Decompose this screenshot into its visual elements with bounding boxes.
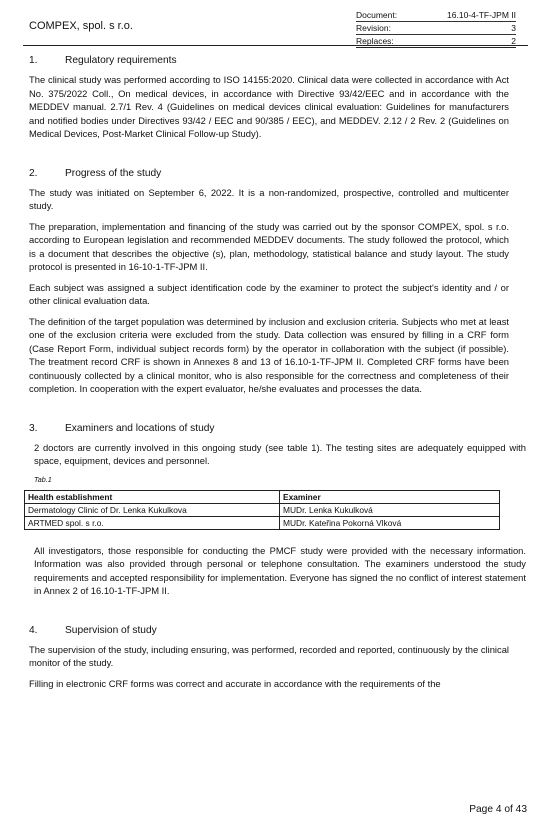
table-row [25, 503, 500, 516]
paragraph: The supervision of the study, including ensuring, was performed, recorded and reported, continuously by the clinical monitor of the study. [29, 643, 509, 668]
indented-block [29, 544, 526, 598]
table-row [25, 516, 500, 529]
examiners-table [24, 490, 500, 530]
section-heading-progress: 2. Progress of the study [29, 167, 162, 179]
header-meta-row [356, 35, 516, 48]
paragraph: The clinical study was performed according to ISO 14155:2020. Clinical data were collected in accordance with Act No. 375/2022 Coll., On medical devices, in accordance with Directive 93/42/EEC and in accordance with the MEDDEV manual. 2.7/1 Rev. 4 (Guidelines on medical devices clinical evaluation: Guidelines for manufacturers and notified bodies under Directives 93/42 / EEC and 90/385 / EEC), and MEDDEV. 2.12 / 2 Rev. 2 (Guidelines on Medical Devices, Post-Market Clinical Follow-up Study). [29, 74, 509, 139]
table-cell: MUDr. Lenka Kukulková [280, 503, 500, 516]
section-heading-supervision: 4. Supervision of study [29, 624, 157, 636]
document-body [28, 55, 526, 697]
table-header-row [25, 490, 500, 503]
header-meta-table [356, 9, 516, 48]
section-heading-regulatory: 1. Regulatory requirements [29, 55, 177, 66]
table-caption: Tab.1 [34, 474, 52, 484]
paragraph: 2 doctors are currently involved in this ongoing study (see table 1). The testing sites are adequately equipped with space, equipment, devices and personnel. [34, 441, 526, 466]
section-heading-examiners: 3. Examiners and locations of study [29, 422, 215, 434]
meta-value: 2 [511, 36, 516, 46]
table-cell: Dermatology Clinic of Dr. Lenka Kukulkova [25, 503, 280, 516]
meta-label: Document: [356, 10, 398, 20]
header-meta-row [356, 22, 516, 35]
indented-block [29, 441, 526, 484]
table-header-cell: Health establishment [25, 490, 280, 503]
paragraph: Each subject was assigned a subject identification code by the examiner to protect the subject's identity and / or other clinical evaluation data. [29, 281, 509, 306]
page-number: Page 4 of 43 [469, 804, 527, 815]
paragraph: The definition of the target population was determined by inclusion and exclusion criteria. Subjects who met at least one of the exclusion criteria were excluded from the study. Data collection was ensured by filling in a CRF form (Case Report Form, individual subject records form) by the operator in collaboration with the subject (if possible). The treatment record CRF is shown in Annexes 8 and 13 of 16.10-1-TF-JPM II. Completed CRF forms have been continuously collected by a clinical monitor, who is also responsible for the correctness and completeness of their completion. In cooperation with the expert evaluator, he/she evaluates and processes the data. [29, 315, 509, 394]
table-cell: ARTMED spol. s r.o. [25, 516, 280, 529]
table-cell: MUDr. Kateřina Pokorná Vlková [280, 516, 500, 529]
paragraph: Filling in electronic CRF forms was correct and accurate in accordance with the requirements of the [29, 677, 441, 689]
paragraph: The study was initiated on September 6, 2022. It is a non-randomized, prospective, controlled and multicenter study. [29, 186, 509, 211]
header-meta-row [356, 9, 516, 22]
header-company: COMPEX, spol. s r.o. [29, 20, 133, 32]
header-divider [23, 45, 528, 46]
meta-value: 16.10-4-TF-JPM II [447, 10, 516, 20]
meta-label: Replaces: [356, 36, 394, 46]
paragraph: All investigators, those responsible for conducting the PMCF study were provided with the necessary information. Information was also provided through personal or telephone consultation. The examiners understood the study requirements and accepted responsibility for implementation. Everyone has signed the no conflict of interest statement in Annex 2 of 16.10-1-TF-JPM II. [34, 544, 526, 596]
paragraph: The preparation, implementation and financing of the study was carried out by the sponsor COMPEX, spol. s r.o. according to European legislation and recommended MEDDEV documents. The study followed the protocol, which is a document that describes the objective (s), plan, methodology, statistical balance and study layout. The study protocol is presented in 16-10-1-TF-JPM II. [29, 220, 509, 272]
meta-value: 3 [511, 23, 516, 33]
table-header-cell: Examiner [280, 490, 500, 503]
meta-label: Revision: [356, 23, 391, 33]
